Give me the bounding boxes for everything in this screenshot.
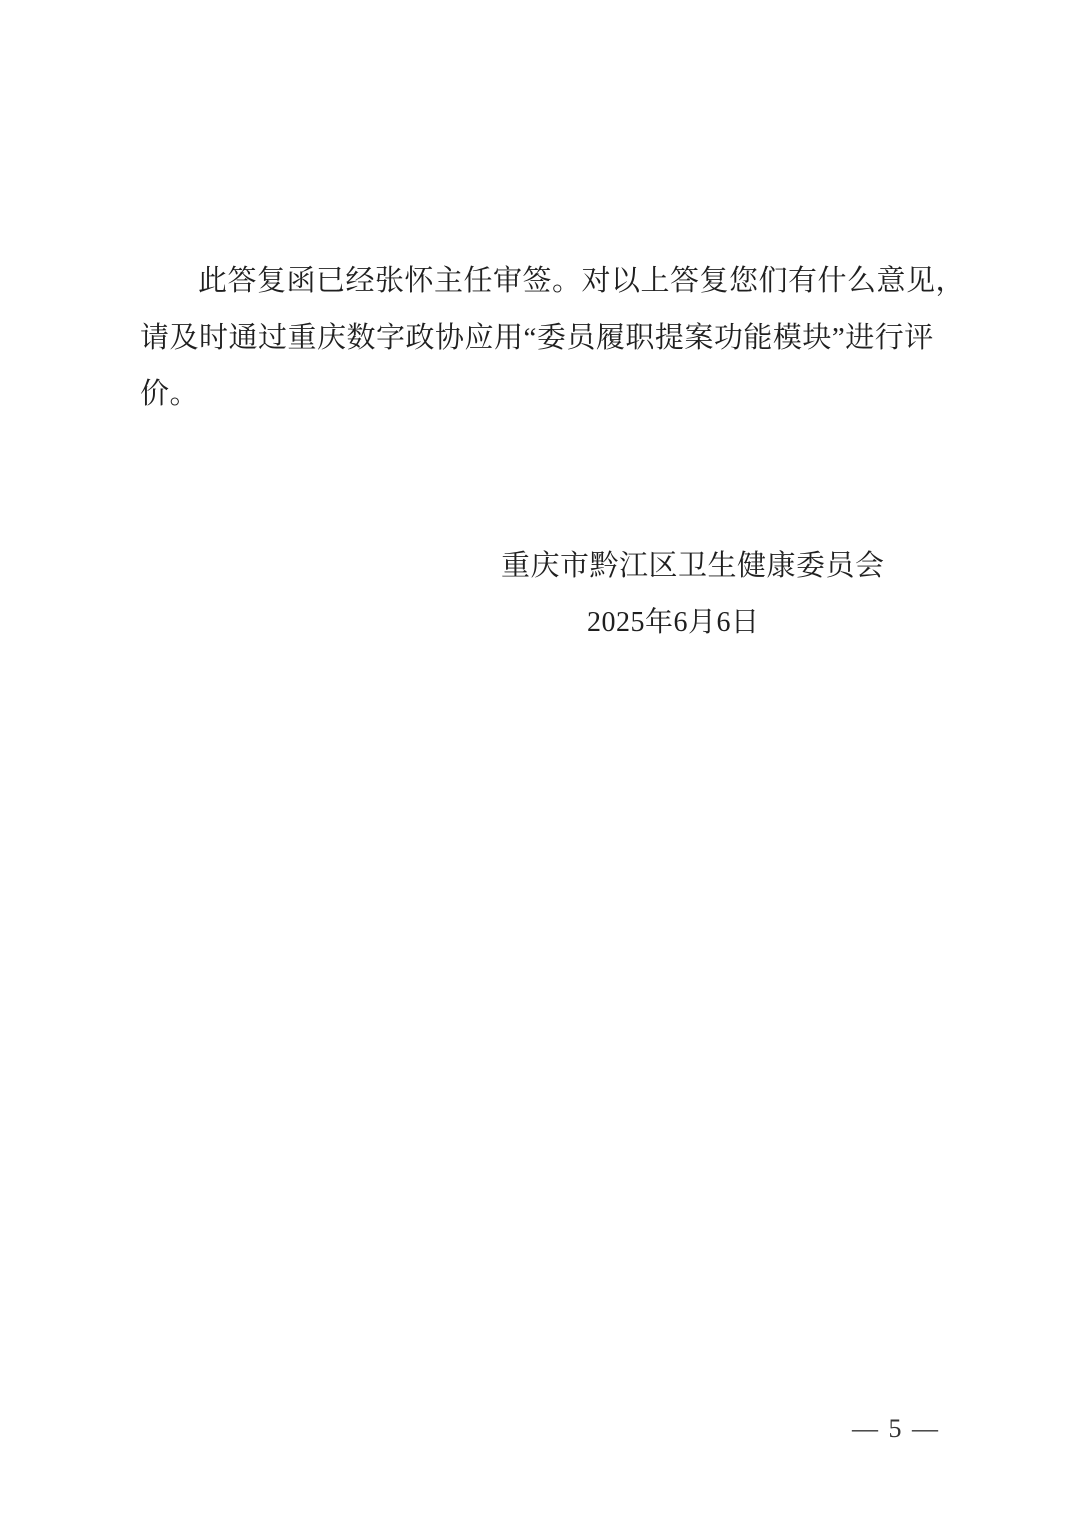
page-number: — 5 —: [852, 1414, 940, 1443]
paragraph-line: 此答复函已经张怀主任审签。对以上答复您们有什么意见，: [198, 265, 966, 297]
signature-organization: 重庆市黔江区卫生健康委员会: [501, 550, 885, 582]
paragraph-line: 价。: [140, 378, 200, 410]
signature-date: 2025年6月6日: [587, 607, 760, 638]
paragraph-line: 请及时通过重庆数字政协应用“委员履职提案功能模块”进行评: [140, 321, 934, 354]
closing-paragraph: [140, 253, 964, 423]
